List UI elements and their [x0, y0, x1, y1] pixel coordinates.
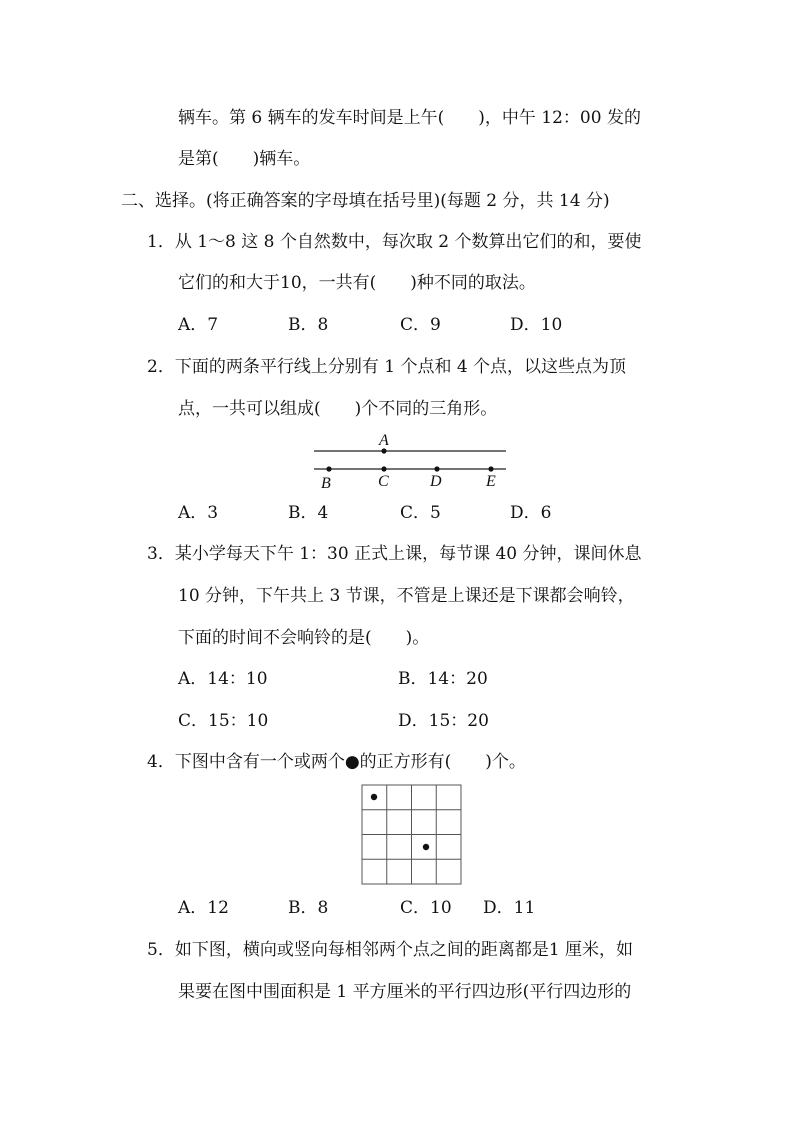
question-3-line-3: 下面的时间不会响铃的是( )。 — [178, 628, 430, 648]
point-c — [381, 466, 386, 471]
point-e — [488, 466, 493, 471]
point-d — [434, 466, 439, 471]
question-2-option-a: A．3 — [178, 503, 219, 523]
question-2-line-2: 点，一共可以组成( )个不同的三角形。 — [178, 399, 498, 419]
label-b: B — [321, 475, 331, 492]
square-grid-figure — [360, 783, 464, 887]
grid-dot-1 — [371, 794, 377, 800]
label-d: D — [430, 473, 442, 490]
question-4-option-a: A．12 — [178, 898, 229, 918]
question-1-line-1: 1．从 1～8 这 8 个自然数中，每次取 2 个数算出它们的和，要使 — [147, 232, 642, 252]
question-2-option-b: B．4 — [288, 503, 329, 523]
continuation-line-2: 是第( )辆车。 — [178, 149, 311, 169]
question-1-option-a: A．7 — [178, 315, 219, 335]
question-3-line-2: 10 分钟，下午共上 3 节课，不管是上课还是下课都会响铃， — [178, 586, 635, 606]
question-2-option-d: D．6 — [510, 503, 552, 523]
point-b — [326, 466, 331, 471]
question-1-option-c: C．9 — [400, 315, 441, 335]
question-4-line-1: 4．下图中含有一个或两个●的正方形有( )个。 — [147, 752, 526, 772]
question-5-line-1: 5．如下图，横向或竖向每相邻两个点之间的距离都是1 厘米，如 — [147, 940, 634, 960]
question-1-line-2: 它们的和大于10，一共有( )种不同的取法。 — [178, 273, 536, 293]
question-1-option-d: D．10 — [510, 315, 563, 335]
question-3-option-b: B．14：20 — [398, 669, 488, 689]
label-e: E — [486, 473, 496, 490]
label-c: C — [378, 473, 389, 490]
question-2-option-c: C．5 — [400, 503, 441, 523]
question-3-option-d: D．15：20 — [398, 711, 489, 731]
continuation-line-1: 辆车。第 6 辆车的发车时间是上午( )，中午 12：00 发的 — [178, 108, 641, 128]
question-3-option-a: A．14：10 — [178, 669, 268, 689]
question-5-line-2: 果要在图中围面积是 1 平方厘米的平行四边形(平行四边形的 — [178, 982, 632, 1002]
question-3-option-c: C．15：10 — [178, 711, 269, 731]
section-heading: 二、选择。(将正确答案的字母填在括号里)(每题 2 分，共 14 分) — [121, 191, 610, 211]
grid-dot-2 — [423, 844, 429, 850]
question-4-option-d: D．11 — [483, 898, 536, 918]
point-a — [381, 448, 386, 453]
question-3-line-1: 3．某小学每天下午 1：30 正式上课，每节课 40 分钟，课间休息 — [147, 544, 642, 564]
question-2-line-1: 2．下面的两条平行线上分别有 1 个点和 4 个点，以这些点为顶 — [147, 357, 627, 377]
parallel-lines-figure — [300, 428, 520, 494]
question-4-option-c: C．10 — [400, 898, 452, 918]
question-4-option-b: B．8 — [288, 898, 329, 918]
question-1-option-b: B．8 — [288, 315, 329, 335]
label-a: A — [379, 432, 389, 449]
